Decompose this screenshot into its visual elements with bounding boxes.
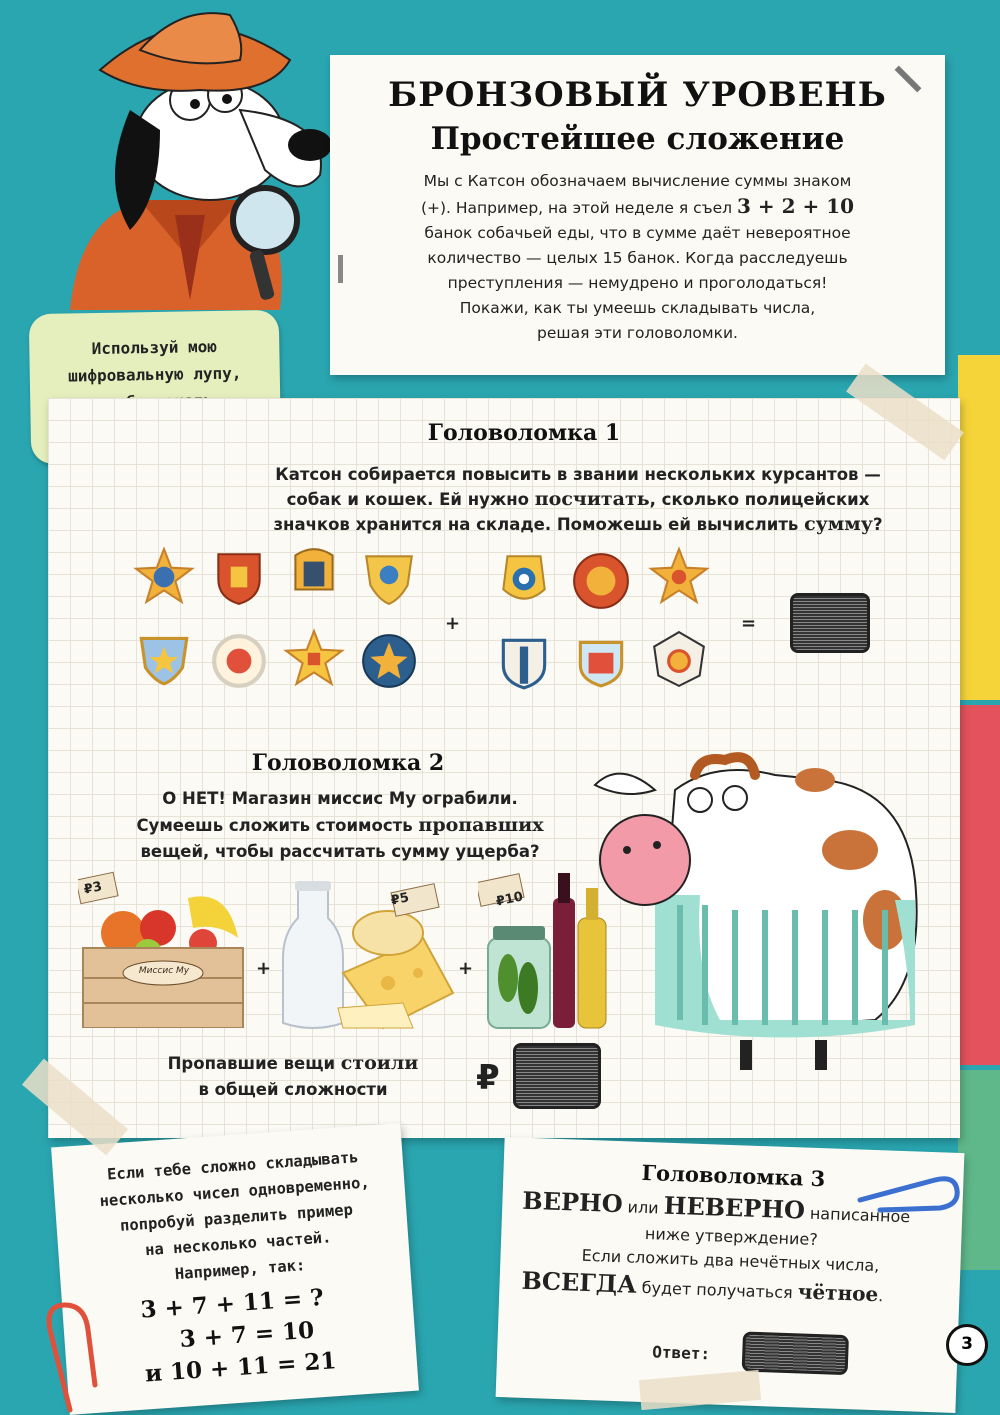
shield-badge-icon [648,628,710,690]
puzzle1-text [228,462,928,537]
puzzle1-title: Головоломка 1 [427,420,621,446]
puzzle2-highlight: стоили [340,1052,419,1074]
hint-equation: и 10 + 11 = 21 [144,1347,338,1388]
puzzle1-line: Катсон собирается повысить в звании нескольких курсантов — [275,465,881,484]
puzzle2-text [110,786,570,865]
hint-line: Если тебе сложно складывать [106,1148,360,1184]
shield-badge-icon [358,546,420,608]
shield-badge-icon [208,546,270,608]
puzzle2-result-fragment: Пропавшие вещи [167,1054,336,1073]
plus-sign: + [445,613,461,634]
question-fragment: написанное [809,1203,911,1227]
even-word: чётное [797,1279,879,1307]
puzzle1-text-fragment: собак и кошек. Ей нужно [286,490,530,509]
always-word: ВСЕГДА [521,1265,638,1299]
puzzle1-line [228,487,928,512]
pin-mark [338,255,343,283]
round-badge-icon [493,548,555,610]
page-subtitle: Простейшее сложение [430,121,845,157]
intro-text-fragment: (+). Например, на этой неделе я съел [420,199,733,217]
page-title: БРОНЗОВЫЙ УРОВЕНЬ [388,75,887,115]
round-badge-icon [208,630,270,692]
hint-line: Например, так: [174,1256,306,1284]
puzzle1-line [228,512,928,537]
puzzle2-result-text [128,1050,458,1103]
intro-line: преступления — немудрено и проголодаться! [447,274,828,292]
puzzle2-result-line [128,1050,458,1077]
intro-line: решая эти головоломки. [537,324,738,342]
hint-line: попробуй разделить пример [119,1200,354,1235]
hint-equation: 3 + 7 + 11 = ? [139,1283,325,1324]
puzzle1-text-fragment: ? [872,515,883,534]
false-word: НЕВЕРНО [663,1190,806,1225]
puzzle2-highlight: пропавших [418,814,544,836]
fruit-crate-illustration [78,868,248,1028]
round-badge-icon [358,630,420,692]
hint-equation: 3 + 7 = 10 [178,1316,315,1353]
puzzle3-answer-box[interactable] [742,1331,849,1375]
price-tag: ₽10 [494,889,525,910]
puzzle2-line: О НЕТ! Магазин миссис Му ограбили. [162,789,518,808]
intro-line: Покажи, как ты умеешь складывать числа, [459,299,816,317]
star-badge-icon [283,628,345,690]
shield-badge-icon [493,630,555,692]
round-badge-icon [570,550,632,612]
puzzle1-highlight: посчитать [534,488,650,510]
puzzle1-answer-box[interactable] [790,593,870,653]
mrs-moo-cow-illustration [585,720,950,1085]
star-badge-icon [648,546,710,608]
shield-badge-icon [570,628,632,690]
intro-line: количество — целых 15 банок. Когда расследуешь [427,249,848,267]
intro-line: банок собачьей еды, что в сумме даёт невероятное [424,224,851,242]
answer-label: Ответ: [651,1342,711,1364]
star-badge-icon [133,546,195,608]
intro-math: 3 + 2 + 10 [737,194,855,218]
puzzle3-title: Головоломка 3 [641,1159,826,1192]
page-number: 3 [946,1324,988,1366]
equals-sign: = [741,613,757,634]
speech-line: шифровальную лупу, [67,363,242,386]
puzzle1-text-fragment: значков хранится на складе. Поможешь ей вычислить [273,515,799,534]
true-word: ВЕРНО [521,1185,624,1219]
ruble-sign: ₽ [476,1058,500,1098]
puzzle3-question-line: Если сложить два нечётных числа, [581,1245,880,1276]
crate-label: Миссис Му [138,966,190,976]
title-card [330,55,945,375]
intro-text [385,169,890,346]
puzzle2-line [110,812,570,839]
hint-text [72,1142,400,1294]
puzzle1-highlight: сумму [804,513,873,535]
paperclip-icon [40,1300,100,1415]
puzzle2-title: Головоломка 2 [251,750,445,776]
paperclip-icon [855,1170,965,1215]
plus-sign: + [458,958,474,979]
or-word: или [627,1197,659,1218]
red-tab [958,705,1000,1065]
speech-line: Используй мою [91,336,218,359]
price-tag: ₽3 [82,879,104,898]
puzzle2-text-fragment: Сумеешь сложить стоимость [136,816,413,835]
puzzle3-question-line: ниже утверждение? [644,1224,819,1250]
plus-sign: + [256,958,272,979]
puzzle2-result-line: в общей сложности [198,1080,388,1099]
milk-cheese-illustration [273,878,463,1033]
question-fragment: будет получаться [641,1277,794,1303]
intro-line: Мы с Катсон обозначаем вычисление суммы знаком [423,172,852,190]
puzzle2-line: вещей, чтобы рассчитать сумму ущерба? [140,842,540,861]
hint-line: несколько чисел одновременно, [99,1173,371,1211]
detective-dog-illustration [40,0,340,310]
yellow-tab [958,355,1000,700]
shield-badge-icon [133,626,195,688]
puzzle1-text-fragment: , сколько полицейских [649,490,870,509]
crest-badge-icon [283,543,345,605]
hint-line: на несколько частей. [144,1228,332,1260]
price-tag: ₽5 [389,890,411,909]
intro-line [385,194,890,221]
question-fragment: . [877,1286,884,1306]
hint-card [51,1123,419,1415]
